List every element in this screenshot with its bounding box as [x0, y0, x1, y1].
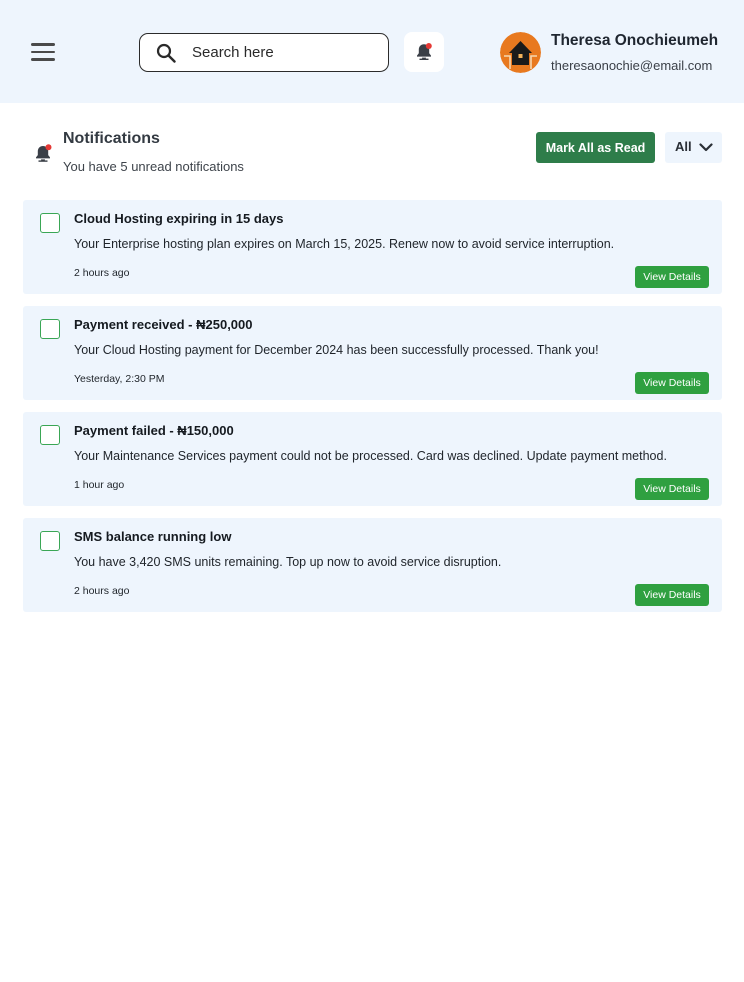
header-notification-button[interactable] [404, 32, 444, 72]
notification-checkbox[interactable] [40, 425, 60, 445]
bell-icon [414, 42, 434, 62]
search-icon [156, 43, 176, 63]
notification-card [23, 200, 722, 294]
notification-timestamp: 2 hours ago [74, 267, 130, 279]
view-details-button[interactable]: View Details [635, 266, 709, 288]
notification-title: Payment received - ₦250,000 [74, 317, 253, 332]
notification-timestamp: 2 hours ago [74, 585, 130, 597]
search-bar[interactable] [139, 33, 389, 72]
notification-title: Cloud Hosting expiring in 15 days [74, 211, 284, 226]
notification-message: Your Enterprise hosting plan expires on March 15, 2025. Renew now to avoid service interruption. [74, 237, 615, 251]
user-name: Theresa Onochieumeh [551, 32, 719, 49]
avatar-logo [500, 32, 541, 73]
mark-all-read-button[interactable]: Mark All as Read [536, 132, 655, 163]
view-details-button[interactable]: View Details [635, 478, 709, 500]
notification-card [23, 518, 722, 612]
notification-message: You have 3,420 SMS units remaining. Top up now to avoid service disruption. [74, 555, 502, 569]
notification-title: SMS balance running low [74, 529, 232, 544]
user-email: theresaonochie@email.com [551, 58, 713, 73]
unread-count-text: You have 5 unread notifications [63, 159, 244, 174]
notification-card [23, 306, 722, 400]
notification-checkbox[interactable] [40, 319, 60, 339]
notification-checkbox[interactable] [40, 531, 60, 551]
page-title: Notifications [63, 130, 160, 147]
chevron-down-icon [699, 143, 713, 152]
bell-icon [33, 143, 53, 165]
view-details-button[interactable]: View Details [635, 584, 709, 606]
top-header [0, 0, 744, 103]
notification-message: Your Maintenance Services payment could not be processed. Card was declined. Update payment method. [74, 449, 667, 463]
filter-selected-value: All [675, 139, 692, 154]
notification-timestamp: 1 hour ago [74, 479, 125, 491]
notification-message: Your Cloud Hosting payment for December 2024 has been successfully processed. Thank you! [74, 343, 599, 357]
avatar[interactable] [500, 32, 541, 73]
notification-timestamp: Yesterday, 2:30 PM [74, 373, 165, 385]
notification-title: Payment failed - ₦150,000 [74, 423, 234, 438]
view-details-button[interactable]: View Details [635, 372, 709, 394]
filter-dropdown[interactable] [665, 132, 722, 163]
search-input[interactable] [192, 40, 377, 64]
notification-card [23, 412, 722, 506]
notification-checkbox[interactable] [40, 213, 60, 233]
hamburger-menu-icon[interactable] [31, 43, 55, 61]
